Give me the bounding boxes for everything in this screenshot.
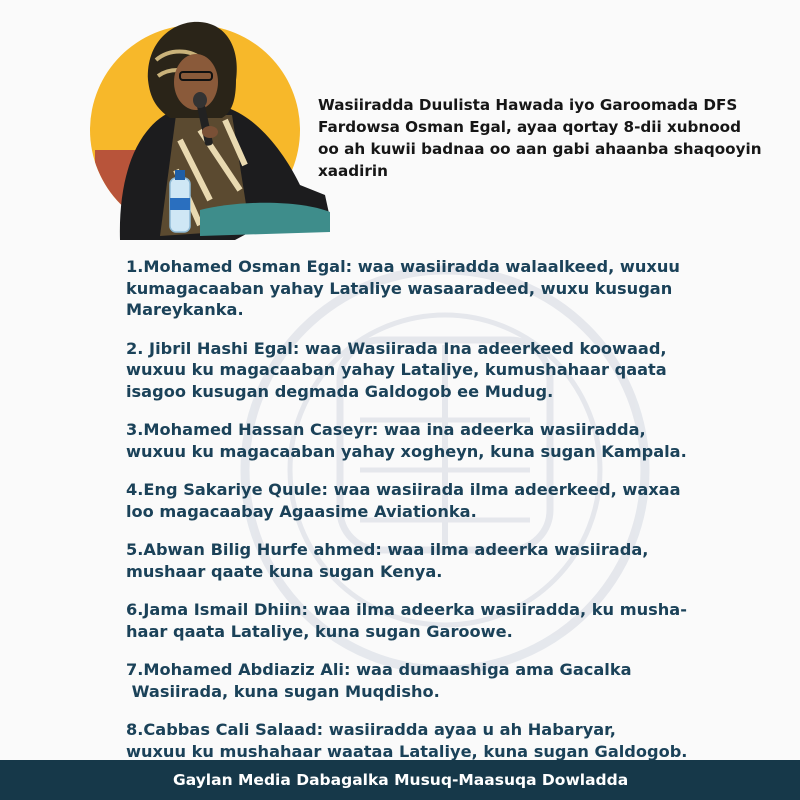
item-line: 5.Abwan Bilig Hurfe ahmed: waa ilma adeerka wasiirada, [126,540,649,559]
list-item [126,419,786,462]
item-line: isagoo kusugan degmada Galdogob ee Mudug. [126,381,554,401]
list-item [126,599,786,642]
item-line: 4.Eng Sakariye Quule: waa wasiirada ilma adeerkeed, waxaa [126,480,681,499]
item-line: 3.Mohamed Hassan Caseyr: waa ina adeerka wasiiradda, [126,420,646,439]
intro-paragraph [318,94,788,182]
item-line: haar qaata Lataliye, kuna sugan Garoowe. [126,621,513,641]
intro-line: Wasiiradda Duulista Hawada iyo Garoomada DFS [318,96,738,114]
footer-banner: Gaylan Media Dabagalka Musuq-Maasuqa Dowladda [0,760,800,800]
item-line: 2. Jibril Hashi Egal: waa Wasiirada Ina adeerkeed koowaad, [126,338,667,358]
item-line: Mareykanka. [126,300,244,319]
item-line: 7.Mohamed Abdiaziz Ali: waa dumaashiga ama Gacalka [126,660,632,679]
intro-line: oo ah kuwii badnaa oo aan gabi ahaanba shaqooyin [318,140,762,158]
item-line: 8.Cabbas Cali Salaad: wasiiradda ayaa u ah Habaryar, [126,720,616,739]
item-line: mushaar qaate kuna sugan Kenya. [126,561,443,581]
list-item [126,256,786,321]
item-line: wuxuu ku mushahaar waataa Lataliye, kuna sugan Galdogob. [126,741,688,761]
intro-line: xaadirin [318,162,388,180]
item-line: wuxuu ku magacaaban yahay xogheyn, kuna sugan Kampala. [126,441,687,461]
item-line: loo magacaabay Agaasime Aviationka. [126,501,477,521]
item-line: 6.Jama Ismail Dhiin: waa ilma adeerka wasiiradda, ku musha- [126,600,687,619]
list-item [126,719,786,762]
item-line: wuxuu ku magacaaban yahay Lataliye, kumushahaar qaata [126,360,667,379]
list-item [126,338,786,403]
water-bottle-icon [170,170,190,232]
appointees-list [126,256,786,779]
item-line: Wasiirada, kuna sugan Muqdisho. [126,681,440,701]
item-line: 1.Mohamed Osman Egal: waa wasiiradda walaalkeed, wuxuu [126,257,680,276]
list-item [126,479,786,522]
item-line: kumagacaaban yahay Lataliye wasaaradeed, wuxu kusugan [126,278,673,298]
list-item [126,539,786,582]
intro-line: Fardowsa Osman Egal, ayaa qortay 8-dii xubnood [318,118,741,136]
list-item [126,659,786,702]
